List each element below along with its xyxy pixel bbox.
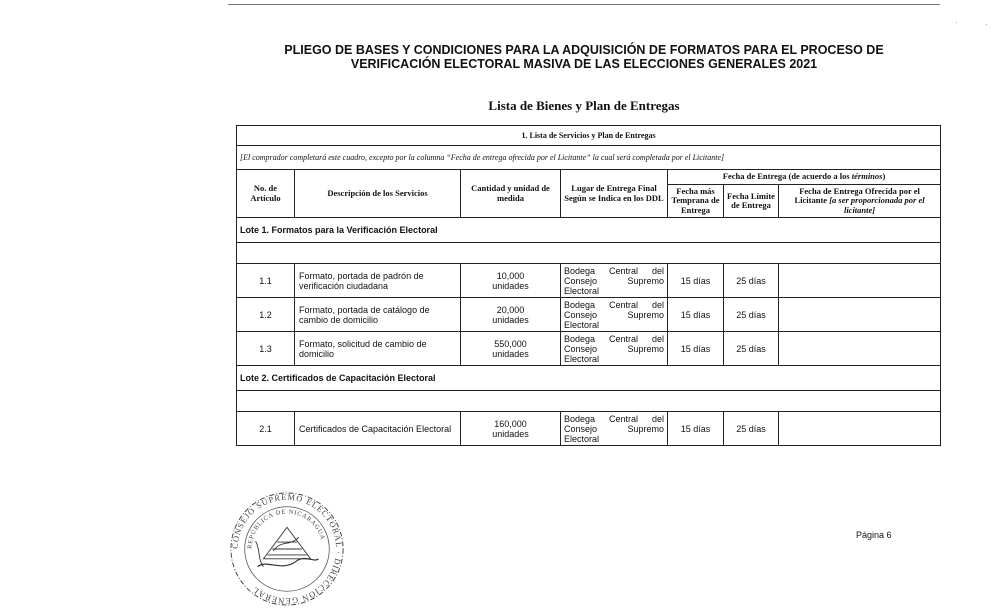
- item-quantity: [461, 264, 561, 298]
- item-qty-unit: unidades: [492, 428, 529, 439]
- item-qty-value: 160,000: [494, 418, 527, 429]
- item-qty-value: 20,000: [496, 304, 525, 315]
- document-title: [228, 43, 940, 71]
- header-offered: [779, 185, 941, 218]
- item-qty-unit: unidades: [492, 314, 529, 325]
- document-title-line-2: VERIFICACIÓN ELECTORAL MASIVA DE LAS ELECCIONES GENERALES 2021: [350, 57, 818, 71]
- instruction-row: [237, 146, 941, 170]
- item-earliest: 15 días: [668, 332, 724, 366]
- instruction-note: [El comprador completará este cuadro, excepto por la columna “Fecha de entrega ofrecida por el Licitante” la cual será completada por el Licitante]: [237, 146, 941, 170]
- item-qty-value: 10,000: [496, 270, 525, 281]
- item-location-line: Electoral: [564, 353, 600, 364]
- header-row-1: [237, 170, 941, 185]
- item-quantity: [461, 332, 561, 366]
- header-delivery-group-text: Fecha de Entrega (de acuerdo a los: [722, 171, 852, 182]
- header-location: Lugar de Entrega Final Según se Indica en los DDL: [561, 170, 668, 218]
- header-delivery-group: [668, 170, 941, 185]
- section-title: 1. Lista de Servicios y Plan de Entregas: [237, 126, 941, 146]
- item-no: 1.2: [237, 298, 295, 332]
- header-delivery-group-terms: términos: [851, 171, 883, 182]
- header-limit: Fecha Límite de Entrega: [724, 185, 779, 218]
- lot-title: Lote 1. Formatos para la Verificación Electoral: [237, 218, 941, 243]
- item-limit: 25 días: [724, 264, 779, 298]
- page-number: Página 6: [856, 530, 892, 540]
- lot-title-row: [237, 366, 941, 391]
- header-no: No. de Artículo: [237, 170, 295, 218]
- seal-emblem-icon: [256, 527, 319, 566]
- item-location-line: Electoral: [564, 285, 600, 296]
- item-location-line: Consejo Supremo: [564, 343, 664, 354]
- header-delivery-group-close: ): [882, 171, 886, 182]
- official-seal: [228, 490, 346, 608]
- item-offered[interactable]: [779, 412, 941, 446]
- item-location-line: Bodega Central del: [564, 333, 664, 344]
- item-location-line: Electoral: [564, 433, 600, 444]
- top-rule: [228, 4, 940, 5]
- document-subtitle: Lista de Bienes y Plan de Entregas: [488, 98, 680, 113]
- spacer-row: [237, 391, 941, 412]
- item-quantity: [461, 298, 561, 332]
- seal-outer-text: CONSEJO SUPREMO ELECTORAL · DIRECCIÓN GENERAL: [230, 492, 344, 606]
- scan-mark: ·: [985, 20, 988, 29]
- item-description: Formato, solicitud de cambio de domicilio: [295, 332, 461, 366]
- item-location-line: Consejo Supremo: [564, 275, 664, 286]
- item-qty-unit: unidades: [492, 280, 529, 291]
- item-quantity: [461, 412, 561, 446]
- table-row: [237, 412, 941, 446]
- item-location-line: Bodega Central del: [564, 299, 664, 310]
- item-location-line: Bodega Central del: [564, 413, 664, 424]
- item-qty-unit: unidades: [492, 348, 529, 359]
- item-limit: 25 días: [724, 298, 779, 332]
- spacer-row: [237, 243, 941, 264]
- item-location-line: Consejo Supremo: [564, 423, 664, 434]
- item-location: [561, 412, 668, 446]
- item-description: Certificados de Capacitación Electoral: [295, 412, 461, 446]
- item-location: [561, 332, 668, 366]
- item-qty-value: 550,000: [494, 338, 527, 349]
- section-title-row: [237, 126, 941, 146]
- document-title-line-1: PLIEGO DE BASES Y CONDICIONES PARA LA ADQUISICIÓN DE FORMATOS PARA EL PROCESO DE: [284, 43, 884, 57]
- item-offered[interactable]: [779, 332, 941, 366]
- item-location-line: Electoral: [564, 319, 600, 330]
- header-quantity: Cantidad y unidad de medida: [461, 170, 561, 218]
- seal-inner-text: REPÚBLICA DE NICARAGUA: [246, 508, 327, 550]
- item-description: Formato, portada de padrón de verificación ciudadana: [295, 264, 461, 298]
- scan-mark: ·: [955, 18, 958, 27]
- table-row: [237, 332, 941, 366]
- header-offered-text: Fecha de Entrega Ofrecida por el Licitante: [794, 185, 920, 206]
- item-no: 1.3: [237, 332, 295, 366]
- item-location-line: Consejo Supremo: [564, 309, 664, 320]
- header-description: Descripción de los Servicios: [295, 170, 461, 218]
- item-no: 2.1: [237, 412, 295, 446]
- header-offered-note: [a ser proporcionada por el licitante]: [829, 195, 925, 215]
- spacer-cell: [237, 243, 941, 264]
- table-row: [237, 264, 941, 298]
- spacer-cell: [237, 391, 941, 412]
- item-limit: 25 días: [724, 332, 779, 366]
- item-earliest: 15 días: [668, 264, 724, 298]
- lot-title-row: [237, 218, 941, 243]
- lot-title: Lote 2. Certificados de Capacitación Electoral: [237, 366, 941, 391]
- item-location: [561, 264, 668, 298]
- item-no: 1.1: [237, 264, 295, 298]
- table-row: [237, 298, 941, 332]
- item-offered[interactable]: [779, 264, 941, 298]
- item-limit: 25 días: [724, 412, 779, 446]
- item-location: [561, 298, 668, 332]
- item-location-line: Bodega Central del: [564, 265, 664, 276]
- header-earliest: Fecha más Temprana de Entrega: [668, 185, 724, 218]
- item-description: Formato, portada de catálogo de cambio de domicilio: [295, 298, 461, 332]
- item-offered[interactable]: [779, 298, 941, 332]
- item-earliest: 15 días: [668, 412, 724, 446]
- item-earliest: 15 días: [668, 298, 724, 332]
- delivery-schedule-table: [236, 125, 941, 446]
